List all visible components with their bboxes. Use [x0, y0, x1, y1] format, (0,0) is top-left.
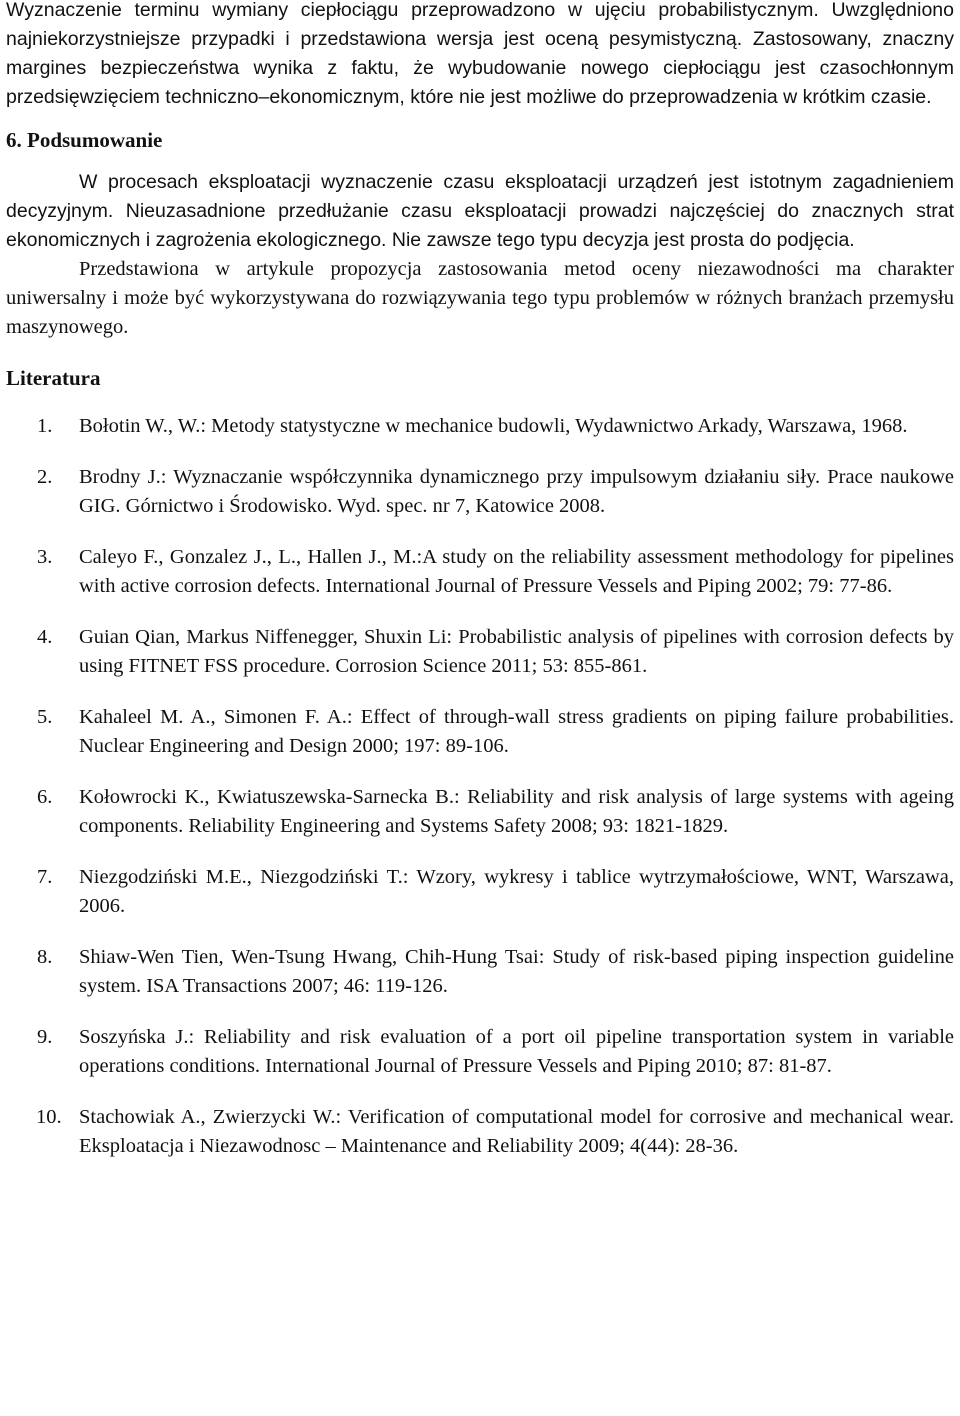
reference-number: 4. [37, 626, 53, 648]
reference-text: Stachowiak A., Zwierzycki W.: Verification of computational model for corrosive and mechanical wear. Eksploatacja i Niezawodnosc – Maintenance and Reliability 2009; 4(44): 28-36. [79, 1106, 954, 1157]
reference-item [6, 543, 954, 601]
reference-number: 6. [37, 786, 53, 808]
reference-text: Niezgodziński M.E., Niezgodziński T.: Wzory, wykresy i tablice wytrzymałościowe, WNT, Warszawa, 2006. [79, 866, 954, 917]
reference-list [6, 412, 954, 1161]
reference-number: 2. [37, 466, 53, 488]
reference-text: Kołowrocki K., Kwiatuszewska-Sarnecka B.: Reliability and risk analysis of large systems with ageing components. Reliability Engineering and Systems Safety 2008; 93: 1821-1829. [79, 786, 954, 837]
reference-item [6, 783, 954, 841]
reference-text: Bołotin W., W.: Metody statystyczne w mechanice budowli, Wydawnictwo Arkady, Warszawa, 1968. [79, 415, 908, 437]
intro-paragraph: Wyznaczenie terminu wymiany ciepłociągu przeprowadzono w ujęciu probabilistycznym. Uwzględniono najniekorzystniejsze przypadki i przedstawiona wersja jest oceną pesymistyczną. Zastosowany, znaczny margines bezpieczeństwa wynika z faktu, że wybudowanie nowego ciepłociągu jest czasochłonnym przedsięwzięciem techniczno–ekonomicznym, które nie jest możliwe do przeprowadzenia w krótkim czasie. [6, 0, 954, 108]
reference-number: 5. [37, 706, 53, 728]
reference-text: Shiaw-Wen Tien, Wen-Tsung Hwang, Chih-Hung Tsai: Study of risk-based piping inspection guideline system. ISA Transactions 2007; 46: 119-126. [79, 946, 954, 997]
reference-item [6, 1103, 954, 1161]
reference-number: 7. [37, 866, 53, 888]
reference-item [6, 623, 954, 681]
reference-item [6, 943, 954, 1001]
reference-number: 1. [37, 415, 53, 437]
section-heading-summary: 6. Podsumowanie [6, 128, 163, 152]
reference-number: 10. [36, 1106, 62, 1128]
reference-text: Guian Qian, Markus Niffenegger, Shuxin Li: Probabilistic analysis of pipelines with corrosion defects by using FITNET FSS procedure. Corrosion Science 2011; 53: 855-861. [79, 626, 954, 677]
reference-text: Kahaleel M. A., Simonen F. A.: Effect of through-wall stress gradients on piping failure probabilities. Nuclear Engineering and Design 2000; 197: 89-106. [79, 706, 954, 757]
reference-item [6, 703, 954, 761]
reference-number: 9. [37, 1026, 53, 1048]
literature-heading: Literatura [6, 366, 101, 390]
reference-text: Brodny J.: Wyznaczanie współczynnika dynamicznego przy impulsowym działaniu siły. Prace naukowe GIG. Górnictwo i Środowisko. Wyd. spec. nr 7, Katowice 2008. [79, 466, 954, 517]
reference-number: 3. [37, 546, 53, 568]
summary-paragraph-2: Przedstawiona w artykule propozycja zastosowania metod oceny niezawodności ma charakter uniwersalny i może być wykorzystywana do rozwiązywania tego typu problemów w różnych branżach przemysłu maszynowego. [6, 258, 954, 338]
reference-number: 8. [37, 946, 53, 968]
reference-text: Caleyo F., Gonzalez J., L., Hallen J., M.:A study on the reliability assessment methodology for pipelines with active corrosion defects. International Journal of Pressure Vessels and Piping 2002; 79: 77-86. [79, 546, 954, 597]
reference-text: Soszyńska J.: Reliability and risk evaluation of a port oil pipeline transportation system in variable operations conditions. International Journal of Pressure Vessels and Piping 2010; 87: 81-87. [79, 1026, 954, 1077]
reference-item [6, 463, 954, 521]
reference-item [6, 863, 954, 921]
reference-item [6, 1023, 954, 1081]
summary-paragraph-1: W procesach eksploatacji wyznaczenie czasu eksploatacji urządzeń jest istotnym zagadnieniem decyzyjnym. Nieuzasadnione przedłużanie czasu eksploatacji prowadzi najczęściej do znacznych strat ekonomicznych i zagrożenia ekologicznego. Nie zawsze tego typu decyzja jest prosta do podjęcia. [6, 171, 954, 251]
reference-item [6, 412, 954, 441]
